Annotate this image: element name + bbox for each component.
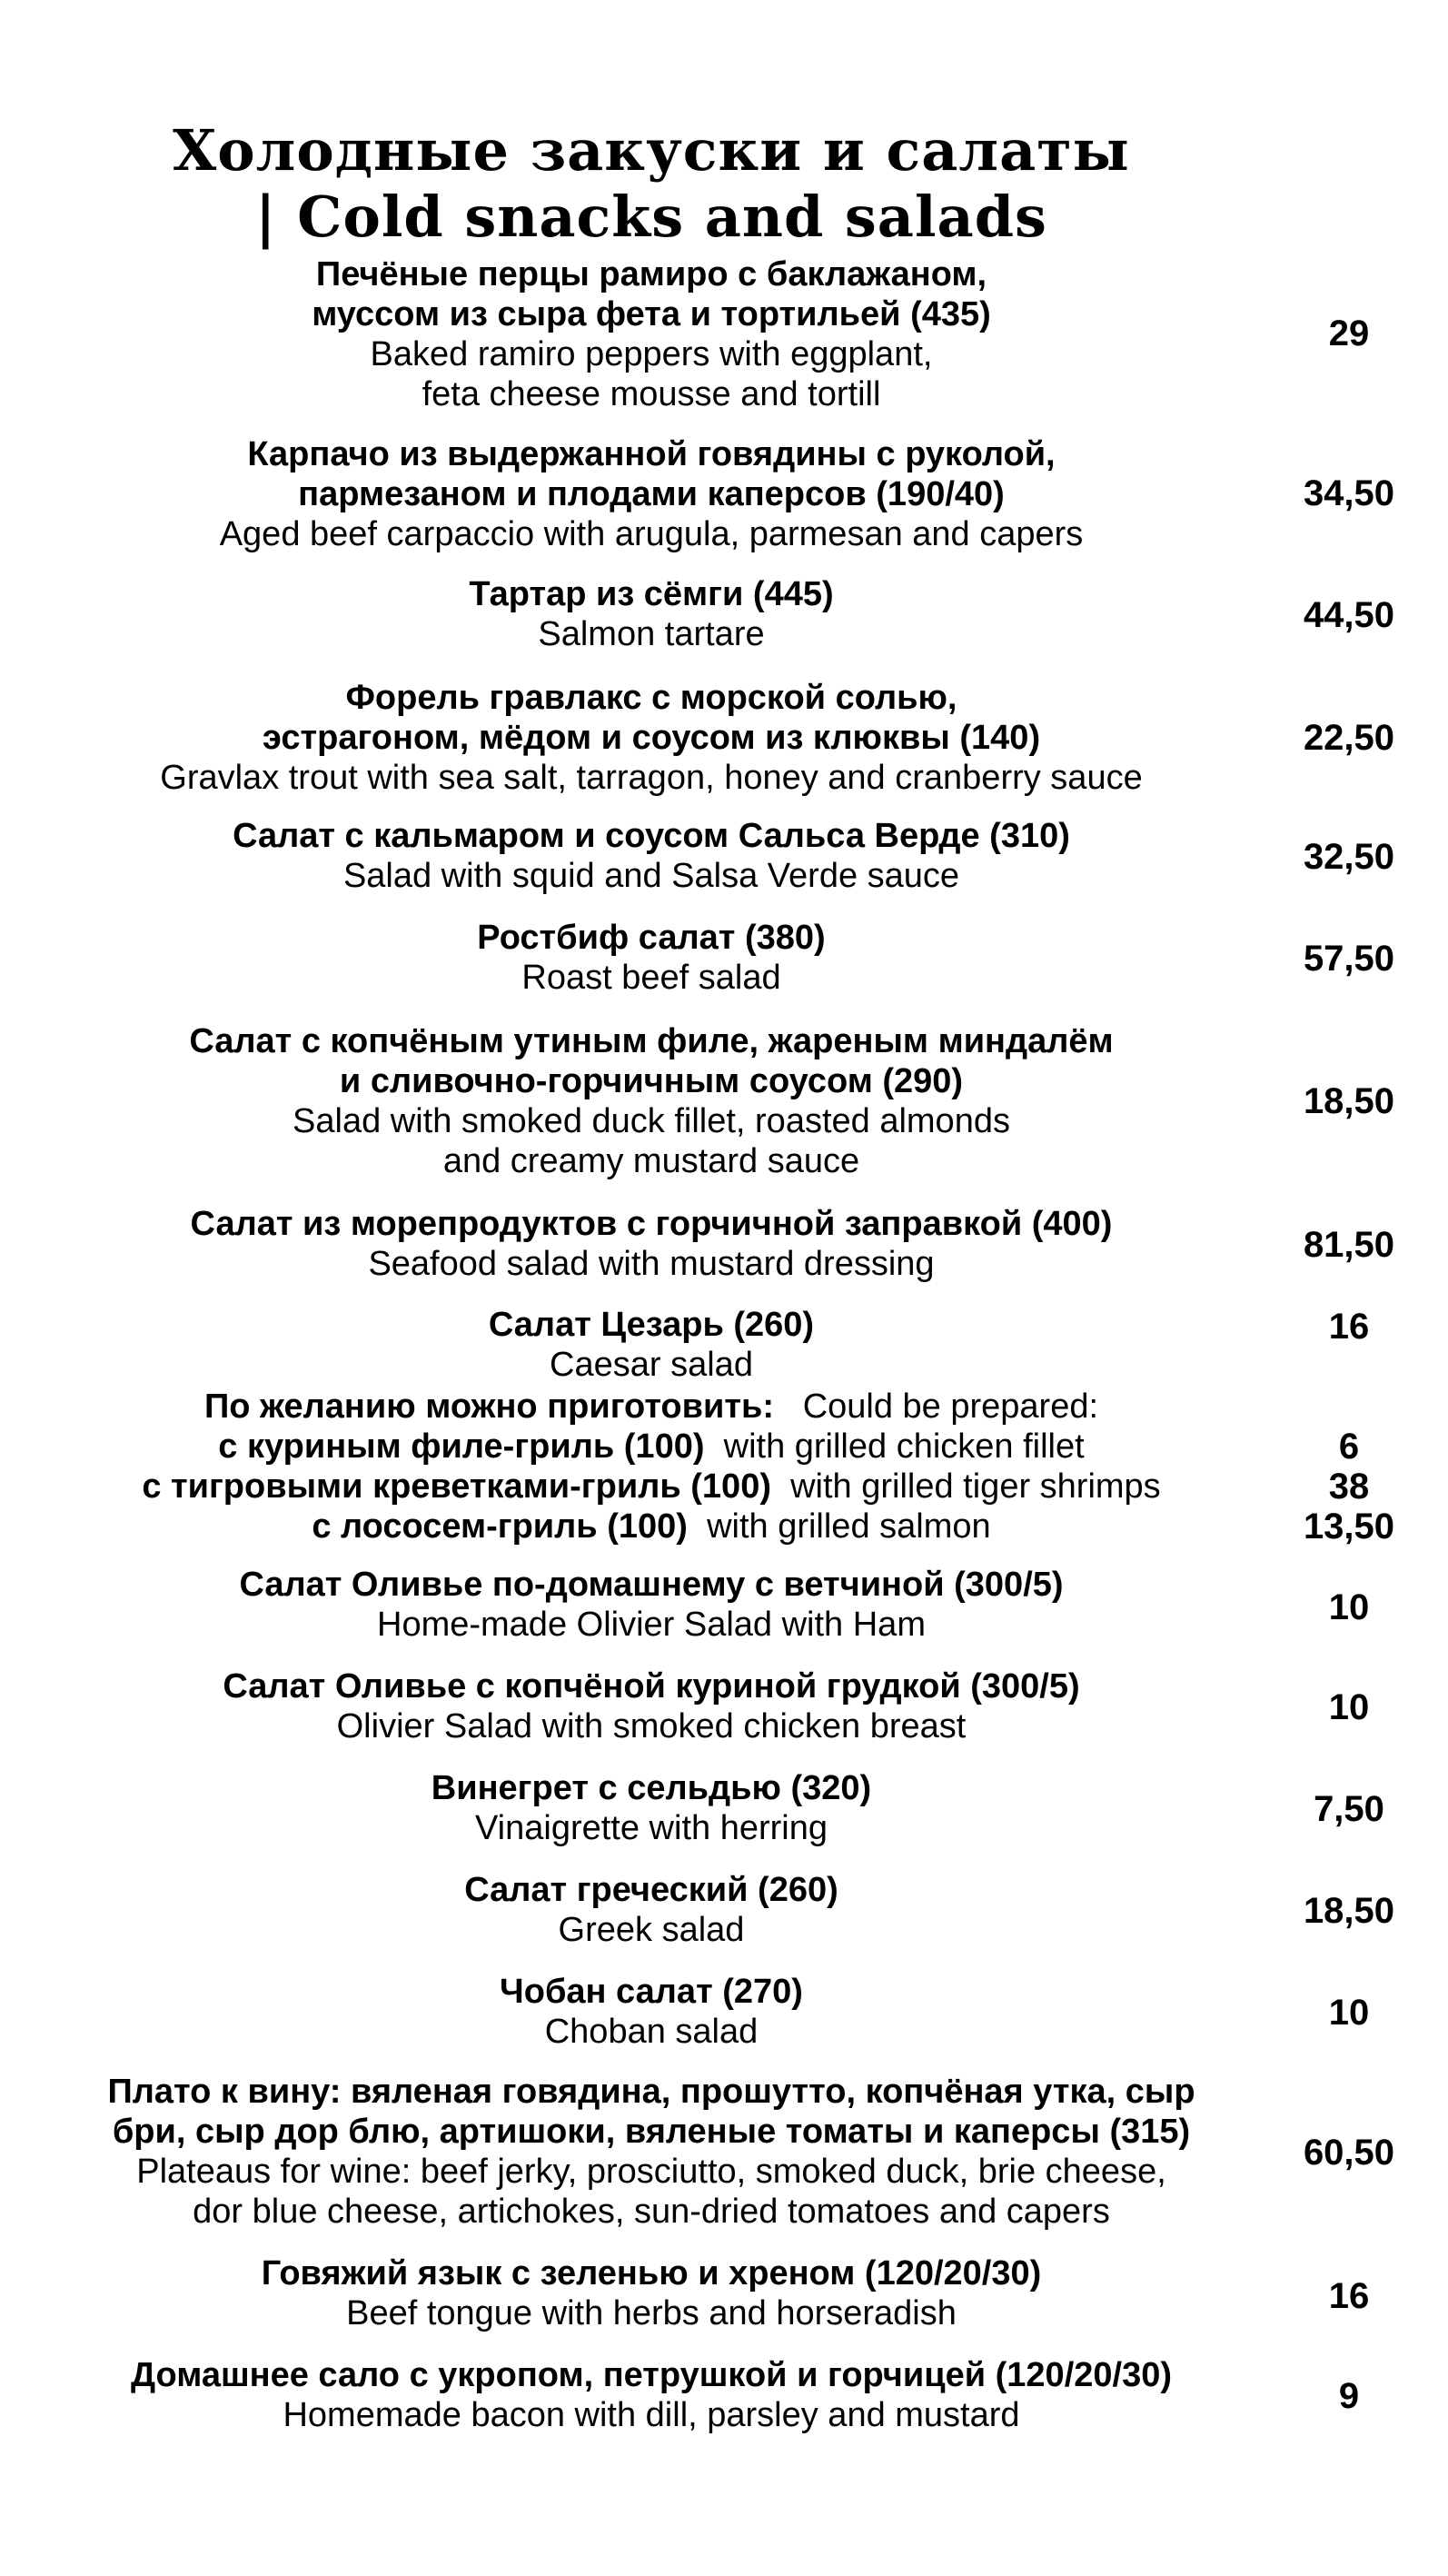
- option-name-ru: с лососем-гриль (100): [312, 1507, 688, 1546]
- item-name-ru: Домашнее сало с укропом, петрушкой и горчицей (120/20/30): [130, 2356, 1172, 2394]
- menu-item-text: [0, 1204, 1303, 1284]
- menu-item-text: [0, 434, 1303, 554]
- item-name-en: Homemade bacon with dill, parsley and mustard: [283, 2396, 1020, 2434]
- menu-item: [0, 574, 1448, 654]
- item-price: 60,50: [1303, 2133, 1395, 2173]
- menu-item-text: [0, 1972, 1303, 2052]
- item-name-en: Olivier Salad with smoked chicken breast: [336, 1707, 967, 1746]
- item-name-en: Salad with smoked duck fillet, roasted almonds: [293, 1102, 1010, 1140]
- item-price: 18,50: [1303, 1081, 1395, 1121]
- item-name-en: Plateaus for wine: beef jerky, prosciutto, smoked duck, brie cheese,: [136, 2153, 1166, 2191]
- item-price: 10: [1328, 1587, 1370, 1627]
- item-price: 7,50: [1314, 1789, 1384, 1829]
- item-name-ru: Форель гравлакс с морской солью,: [345, 679, 957, 717]
- menu-item-text: [0, 1305, 1303, 1385]
- options-header: [0, 1387, 1303, 1427]
- item-name-en: Vinaigrette with herring: [475, 1809, 828, 1847]
- option-name-en: with grilled chicken fillet: [723, 1427, 1085, 1466]
- option-price: 6: [1338, 1427, 1360, 1467]
- item-name-en: Gravlax trout with sea salt, tarragon, honey and cranberry sauce: [160, 759, 1143, 797]
- caesar-option: [0, 1507, 1303, 1547]
- item-name-ru: Ростбиф салат (380): [477, 919, 826, 957]
- menu-item-text: [0, 678, 1303, 798]
- item-name-en: Beef tongue with herbs and horseradish: [346, 2294, 957, 2332]
- menu-item: [0, 1972, 1448, 2052]
- item-name-ru: бри, сыр дор блю, артишоки, вяленые томаты и каперсы (315): [112, 2113, 1191, 2151]
- menu-item: [0, 1870, 1448, 1950]
- item-name-en: Greek salad: [558, 1911, 745, 1949]
- item-price: 16: [1328, 1307, 1370, 1347]
- item-name-en: dor blue cheese, artichokes, sun-dried tomatoes and capers: [193, 2193, 1110, 2231]
- item-name-en: Roast beef salad: [521, 959, 781, 997]
- menu-item-text: [0, 1768, 1303, 1848]
- menu-item-text: [0, 2253, 1303, 2333]
- item-name-en: feta cheese mousse and tortill: [422, 375, 881, 413]
- menu-item-text: [0, 1565, 1303, 1645]
- item-name-ru: Винегрет с сельдью (320): [431, 1769, 872, 1807]
- option-name-ru: с куриным филе-гриль (100): [218, 1427, 705, 1466]
- item-name-ru: Говяжий язык с зеленью и хреном (120/20/30): [261, 2254, 1042, 2293]
- item-name-en: Baked ramiro peppers with eggplant,: [370, 335, 933, 373]
- section-title-en: | Cold snacks and salads: [255, 184, 1047, 250]
- item-name-ru: Чобан салат (270): [500, 1973, 803, 2011]
- menu-item: [0, 2072, 1448, 2232]
- menu-item-text: [0, 254, 1303, 414]
- item-name-ru: эстрагоном, мёдом и соусом из клюквы (140): [262, 719, 1041, 757]
- item-price: 9: [1338, 2376, 1360, 2416]
- options-header-ru: По желанию можно приготовить:: [203, 1387, 774, 1426]
- item-price: 10: [1328, 1993, 1370, 2033]
- item-name-ru: муссом из сыра фета и тортильей (435): [312, 295, 991, 333]
- item-name-en: Home-made Olivier Salad with Ham: [377, 1606, 926, 1644]
- menu-item-text: [0, 918, 1303, 998]
- item-price: 34,50: [1303, 473, 1395, 513]
- item-name-ru: Плато к вину: вяленая говядина, прошутто, копчёная утка, сыр: [107, 2073, 1195, 2111]
- item-price: 32,50: [1303, 837, 1395, 877]
- item-name-ru: Салат из морепродуктов с горчичной заправкой (400): [190, 1205, 1113, 1243]
- item-name-en: and creamy mustard sauce: [442, 1142, 860, 1180]
- item-name-en: Salmon tartare: [538, 615, 765, 653]
- item-name-ru: Салат Оливье по-домашнему с ветчиной (300/5): [239, 1566, 1064, 1604]
- item-name-en: Salad with squid and Salsa Verde sauce: [342, 857, 960, 895]
- item-name-en: Seafood salad with mustard dressing: [368, 1245, 935, 1283]
- item-price: 29: [1328, 313, 1370, 353]
- caesar-option: [0, 1427, 1303, 1467]
- item-name-ru: Салат с кальмаром и соусом Сальса Верде (310): [233, 817, 1070, 855]
- menu-item-text: [0, 2355, 1303, 2435]
- menu-item-text: [0, 1870, 1303, 1950]
- menu-item: [0, 1768, 1448, 1848]
- item-name-en: Choban salad: [544, 2013, 759, 2051]
- item-price: 81,50: [1303, 1225, 1395, 1265]
- section-title-ru: Холодные закуски и салаты: [173, 117, 1130, 184]
- item-price: 16: [1328, 2276, 1370, 2316]
- item-price: 22,50: [1303, 718, 1395, 758]
- menu-item: [0, 434, 1448, 554]
- item-price: 57,50: [1303, 939, 1395, 979]
- item-name-ru: Салат греческий (260): [464, 1871, 838, 1909]
- option-price: 13,50: [1303, 1507, 1395, 1547]
- item-name-ru: Печёные перцы рамиро с баклажаном,: [315, 255, 987, 293]
- item-name-ru: Салат Оливье с копчёной куриной грудкой (300/5): [223, 1667, 1080, 1706]
- item-price: 18,50: [1303, 1891, 1395, 1931]
- item-price: 44,50: [1303, 595, 1395, 635]
- caesar-option: [0, 1467, 1303, 1507]
- item-price: 10: [1328, 1687, 1370, 1727]
- item-name-ru: пармезаном и плодами каперсов (190/40): [298, 475, 1005, 513]
- menu-item: [0, 678, 1448, 798]
- menu-item: [0, 1021, 1448, 1181]
- item-name-en: Aged beef carpaccio with arugula, parmesan and capers: [219, 515, 1084, 553]
- item-name-ru: Салат Цезарь (260): [488, 1306, 815, 1344]
- menu-item: [0, 1565, 1448, 1645]
- item-name-ru: и сливочно-горчичным соусом (290): [339, 1062, 964, 1100]
- menu-item-text: [0, 816, 1303, 896]
- menu-item: [0, 816, 1448, 896]
- option-price: 38: [1328, 1467, 1370, 1507]
- item-name-ru: Карпачо из выдержанной говядины с руколой,: [247, 435, 1056, 473]
- menu-item: [0, 1204, 1448, 1284]
- options-header-en: Could be prepared:: [802, 1387, 1099, 1426]
- menu-item: [0, 1305, 1448, 1385]
- menu-item-text: [0, 2072, 1303, 2232]
- menu-item-text: [0, 1021, 1303, 1181]
- menu-item: [0, 254, 1448, 414]
- menu-item: [0, 2355, 1448, 2435]
- menu-item: [0, 1666, 1448, 1746]
- menu-item-text: [0, 1666, 1303, 1746]
- item-name-en: Caesar salad: [550, 1346, 753, 1384]
- item-name-ru: Тартар из сёмги (445): [469, 575, 834, 613]
- menu-item-text: [0, 574, 1303, 654]
- option-name-ru: с тигровыми креветками-гриль (100): [142, 1467, 771, 1506]
- menu-item: [0, 918, 1448, 998]
- option-name-en: with grilled salmon: [707, 1507, 991, 1546]
- menu-item: [0, 2253, 1448, 2333]
- option-name-en: with grilled tiger shrimps: [790, 1467, 1161, 1506]
- item-name-ru: Салат с копчёным утиным филе, жареным миндалём: [189, 1022, 1114, 1060]
